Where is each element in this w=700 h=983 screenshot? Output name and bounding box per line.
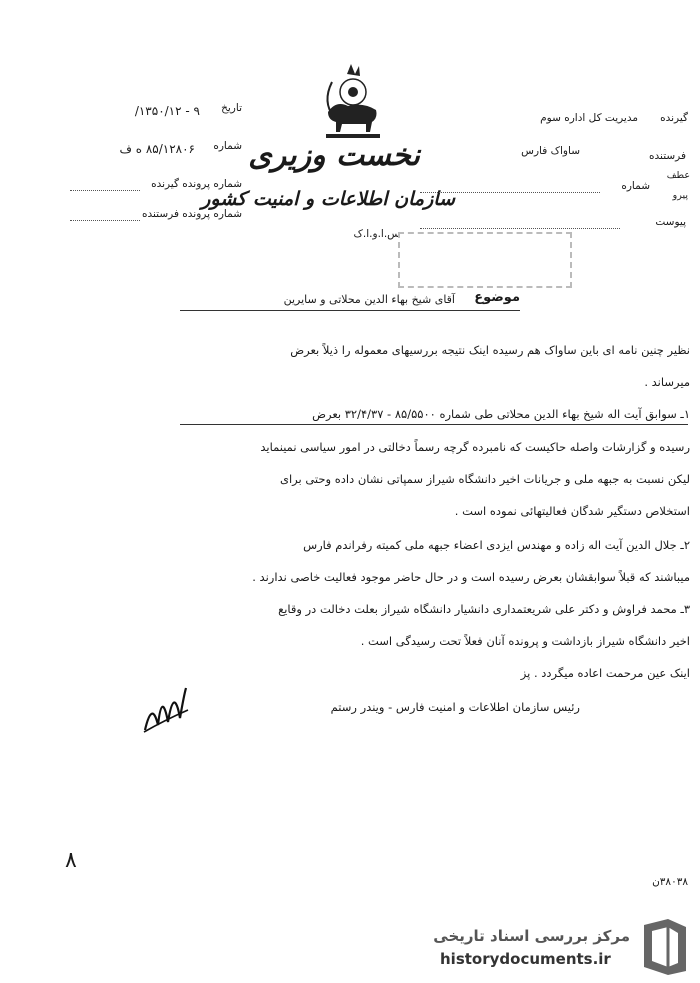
archive-center-name: مرکز بررسی اسناد تاریخی <box>433 927 630 945</box>
closing-line: اینک عین مرحمت اعاده میگردد . پز <box>520 666 690 680</box>
book-logo-icon <box>638 917 692 977</box>
body-intro-line-2: میرساند . <box>644 375 690 389</box>
recipient-file-label: شماره پرونده گیرنده <box>151 178 242 190</box>
paragraph-3-line-2: اخیر دانشگاه شیراز بازداشت و پرونده آنان فعلاً تحت رسیدگی است . <box>360 634 690 648</box>
handwritten-signature-icon <box>140 680 190 740</box>
sender-label: فرستنده <box>649 150 686 162</box>
date-label: تاریخ <box>221 102 242 114</box>
organization-title: سازمان اطلاعات و امنیت کشور <box>201 188 455 210</box>
ref-number-dots <box>420 192 600 193</box>
org-code: س.ا.و.ا.ک <box>353 228 400 240</box>
sender-file-dots <box>70 220 140 221</box>
paragraph-1-line-4: استخلاص دستگیر شدگان فعالیتهائی نموده است . <box>454 504 690 518</box>
sender-file-label: شماره پرونده فرستنده <box>142 208 242 220</box>
recipient-file-dots <box>70 190 140 191</box>
recipient-label: گیرنده <box>660 112 688 124</box>
paragraph-2-line-1: ۲ـ جلال الدین آیت اله زاده و مهندس ایزدی اعضاء جبهه ملی کمیته رفراندم فارس <box>303 538 690 552</box>
ref2-label: پیرو <box>672 190 688 201</box>
margin-mark: ٨ <box>65 848 77 873</box>
ref-label: عطف <box>666 170 690 181</box>
attachment-dots <box>420 228 620 229</box>
paragraph-2-line-2: میباشند که قبلاً سوابقشان بعرض رسیده است و در حال حاضر موجود فعالیت خاصی ندارند . <box>252 570 690 584</box>
date-value: ۹ - ۱۳۵۰/۱۲/ <box>134 104 200 118</box>
paragraph-1-line-1: ۱ـ سوابق آیت اله شیخ بهاء الدین محلاتی طی شماره ۸۵/۵۵۰۰ - ۳۲/۴/۳۷ بعرض <box>312 407 690 421</box>
recipient-value: مدیریت کل اداره سوم <box>540 112 638 124</box>
ministry-title: نخست وزیری <box>248 138 420 173</box>
signature-title: رئیس سازمان اطلاعات و امنیت فارس - ویندر رستم <box>330 700 580 714</box>
paragraph-1-underline <box>180 424 688 425</box>
attachment-label: پیوست <box>655 216 686 228</box>
body-intro-line-1: نظیر چنین نامه ای باین ساواک هم رسیده اینک نتیجه بررسیهای معموله را ذیلاً بعرض <box>290 343 690 357</box>
paragraph-3-line-1: ۳ـ محمد فراوش و دکتر علی شریعتمداری دانشیار دانشگاه شیراز بعلت دخالت در وقایع <box>278 602 690 616</box>
lion-sun-emblem-icon <box>318 62 388 142</box>
subject-underline <box>180 310 520 311</box>
subject-label: موضوع <box>474 290 520 305</box>
received-stamp <box>398 232 572 288</box>
paragraph-1-line-3: لیکن نسبت به جبهه ملی و جریانات اخیر دانشگاه شیراز سمپاتی نشان داده وحتی برای <box>279 472 690 486</box>
archive-website: historydocuments.ir <box>440 950 611 968</box>
paragraph-1-line-2: رسیده و گزارشات واصله حاکیست که نامبرده گرچه رسماً دخالتی در امور سیاسی نمینماید <box>260 440 690 454</box>
ref-number-label: شماره <box>621 180 650 192</box>
subject-value: آقای شیخ بهاء الدین محلاتی و سایرین <box>283 293 455 306</box>
doc-number-value: ۸۵/۱۲۸۰۶ ه ف <box>119 142 195 156</box>
footer-logo <box>400 905 700 983</box>
archive-number: ۳۸۰۳۸ن <box>652 876 688 888</box>
doc-number-label: شماره <box>213 140 242 152</box>
sender-value: ساواک فارس <box>521 145 580 157</box>
